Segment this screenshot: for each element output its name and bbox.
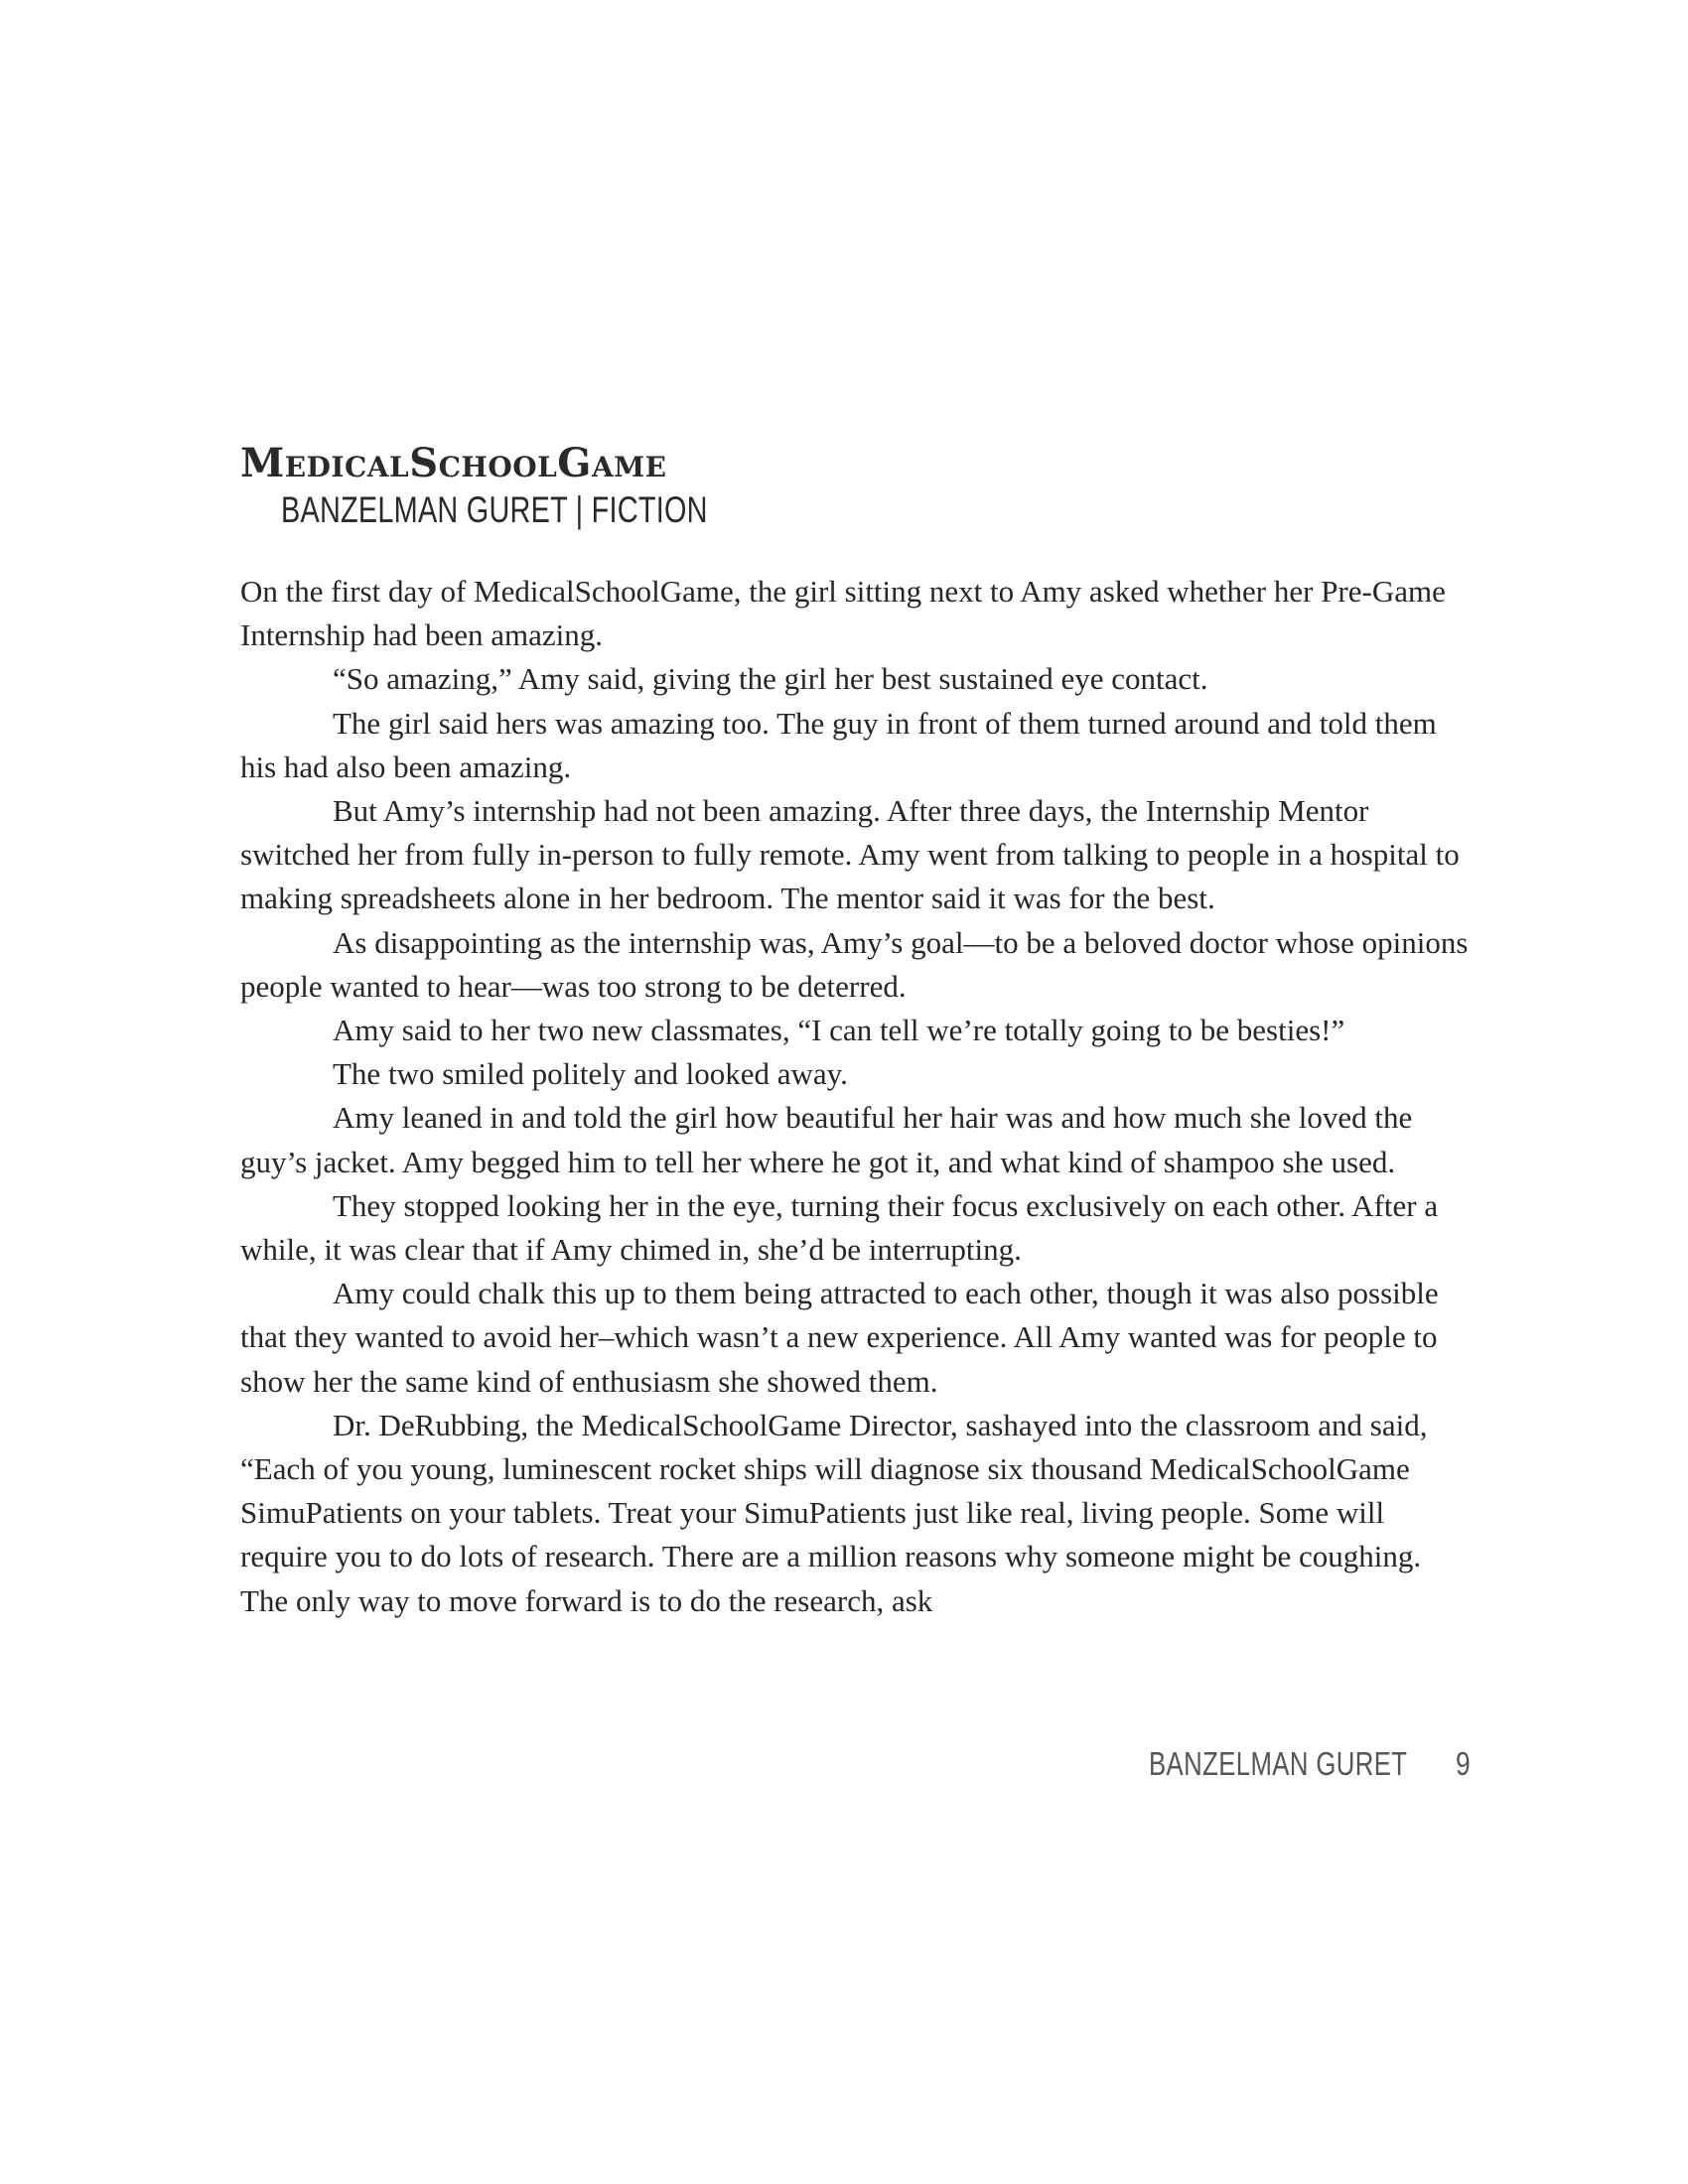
paragraph: Dr. DeRubbing, the MedicalSchoolGame Director, sashayed into the classroom and said, “Each of you young, luminescent rocket ships will diagnose six thousand MedicalSchoolGame SimuPatients on your tablets. Treat your SimuPatients just like real, living people. Some will require you to do lots of research. There are a million reasons why someone might be coughing. The only way to move forward is to do the research, ask [240, 1407, 1428, 1618]
author-byline: BANZELMAN GURET | FICTION [281, 489, 708, 530]
story-body [240, 570, 1472, 1623]
paragraph: The girl said hers was amazing too. The guy in front of them turned around and told them his had also been amazing. [240, 705, 1437, 784]
paragraph: As disappointing as the internship was, Amy’s goal—to be a beloved doctor whose opinions people wanted to hear—was too strong to be deterred. [240, 924, 1469, 1004]
paragraph: Amy leaned in and told the girl how beautiful her hair was and how much she loved the guy’s jacket. Amy begged him to tell her where he got it, and what kind of shampoo she used. [240, 1100, 1413, 1179]
paragraph: Amy could chalk this up to them being attracted to each other, though it was also possible that they wanted to avoid her–which wasn’t a new experience. All Amy wanted was for people to show her the same kind of enthusiasm she showed them. [240, 1276, 1439, 1399]
page-number: 9 [1456, 1745, 1471, 1782]
paragraph: On the first day of MedicalSchoolGame, the girl sitting next to Amy asked whether her Pre-Game Internship had been amazing. [240, 574, 1446, 653]
footer-author: BANZELMAN GURET [1149, 1745, 1408, 1782]
paragraph: “So amazing,” Amy said, giving the girl her best sustained eye contact. [333, 661, 1208, 697]
paragraph: The two smiled politely and looked away. [333, 1056, 848, 1092]
paragraph: Amy said to her two new classmates, “I can tell we’re totally going to be besties!” [333, 1013, 1345, 1048]
paragraph: But Amy’s internship had not been amazing. After three days, the Internship Mentor switched her from fully in-person to fully remote. Amy went from talking to people in a hospital to making spreadsheets alone in her bedroom. The mentor said it was for the best. [240, 793, 1460, 916]
paragraph: They stopped looking her in the eye, turning their focus exclusively on each other. After a while, it was clear that if Amy chimed in, she’d be interrupting. [240, 1187, 1439, 1268]
story-title: MedicalSchoolGame [240, 440, 667, 486]
